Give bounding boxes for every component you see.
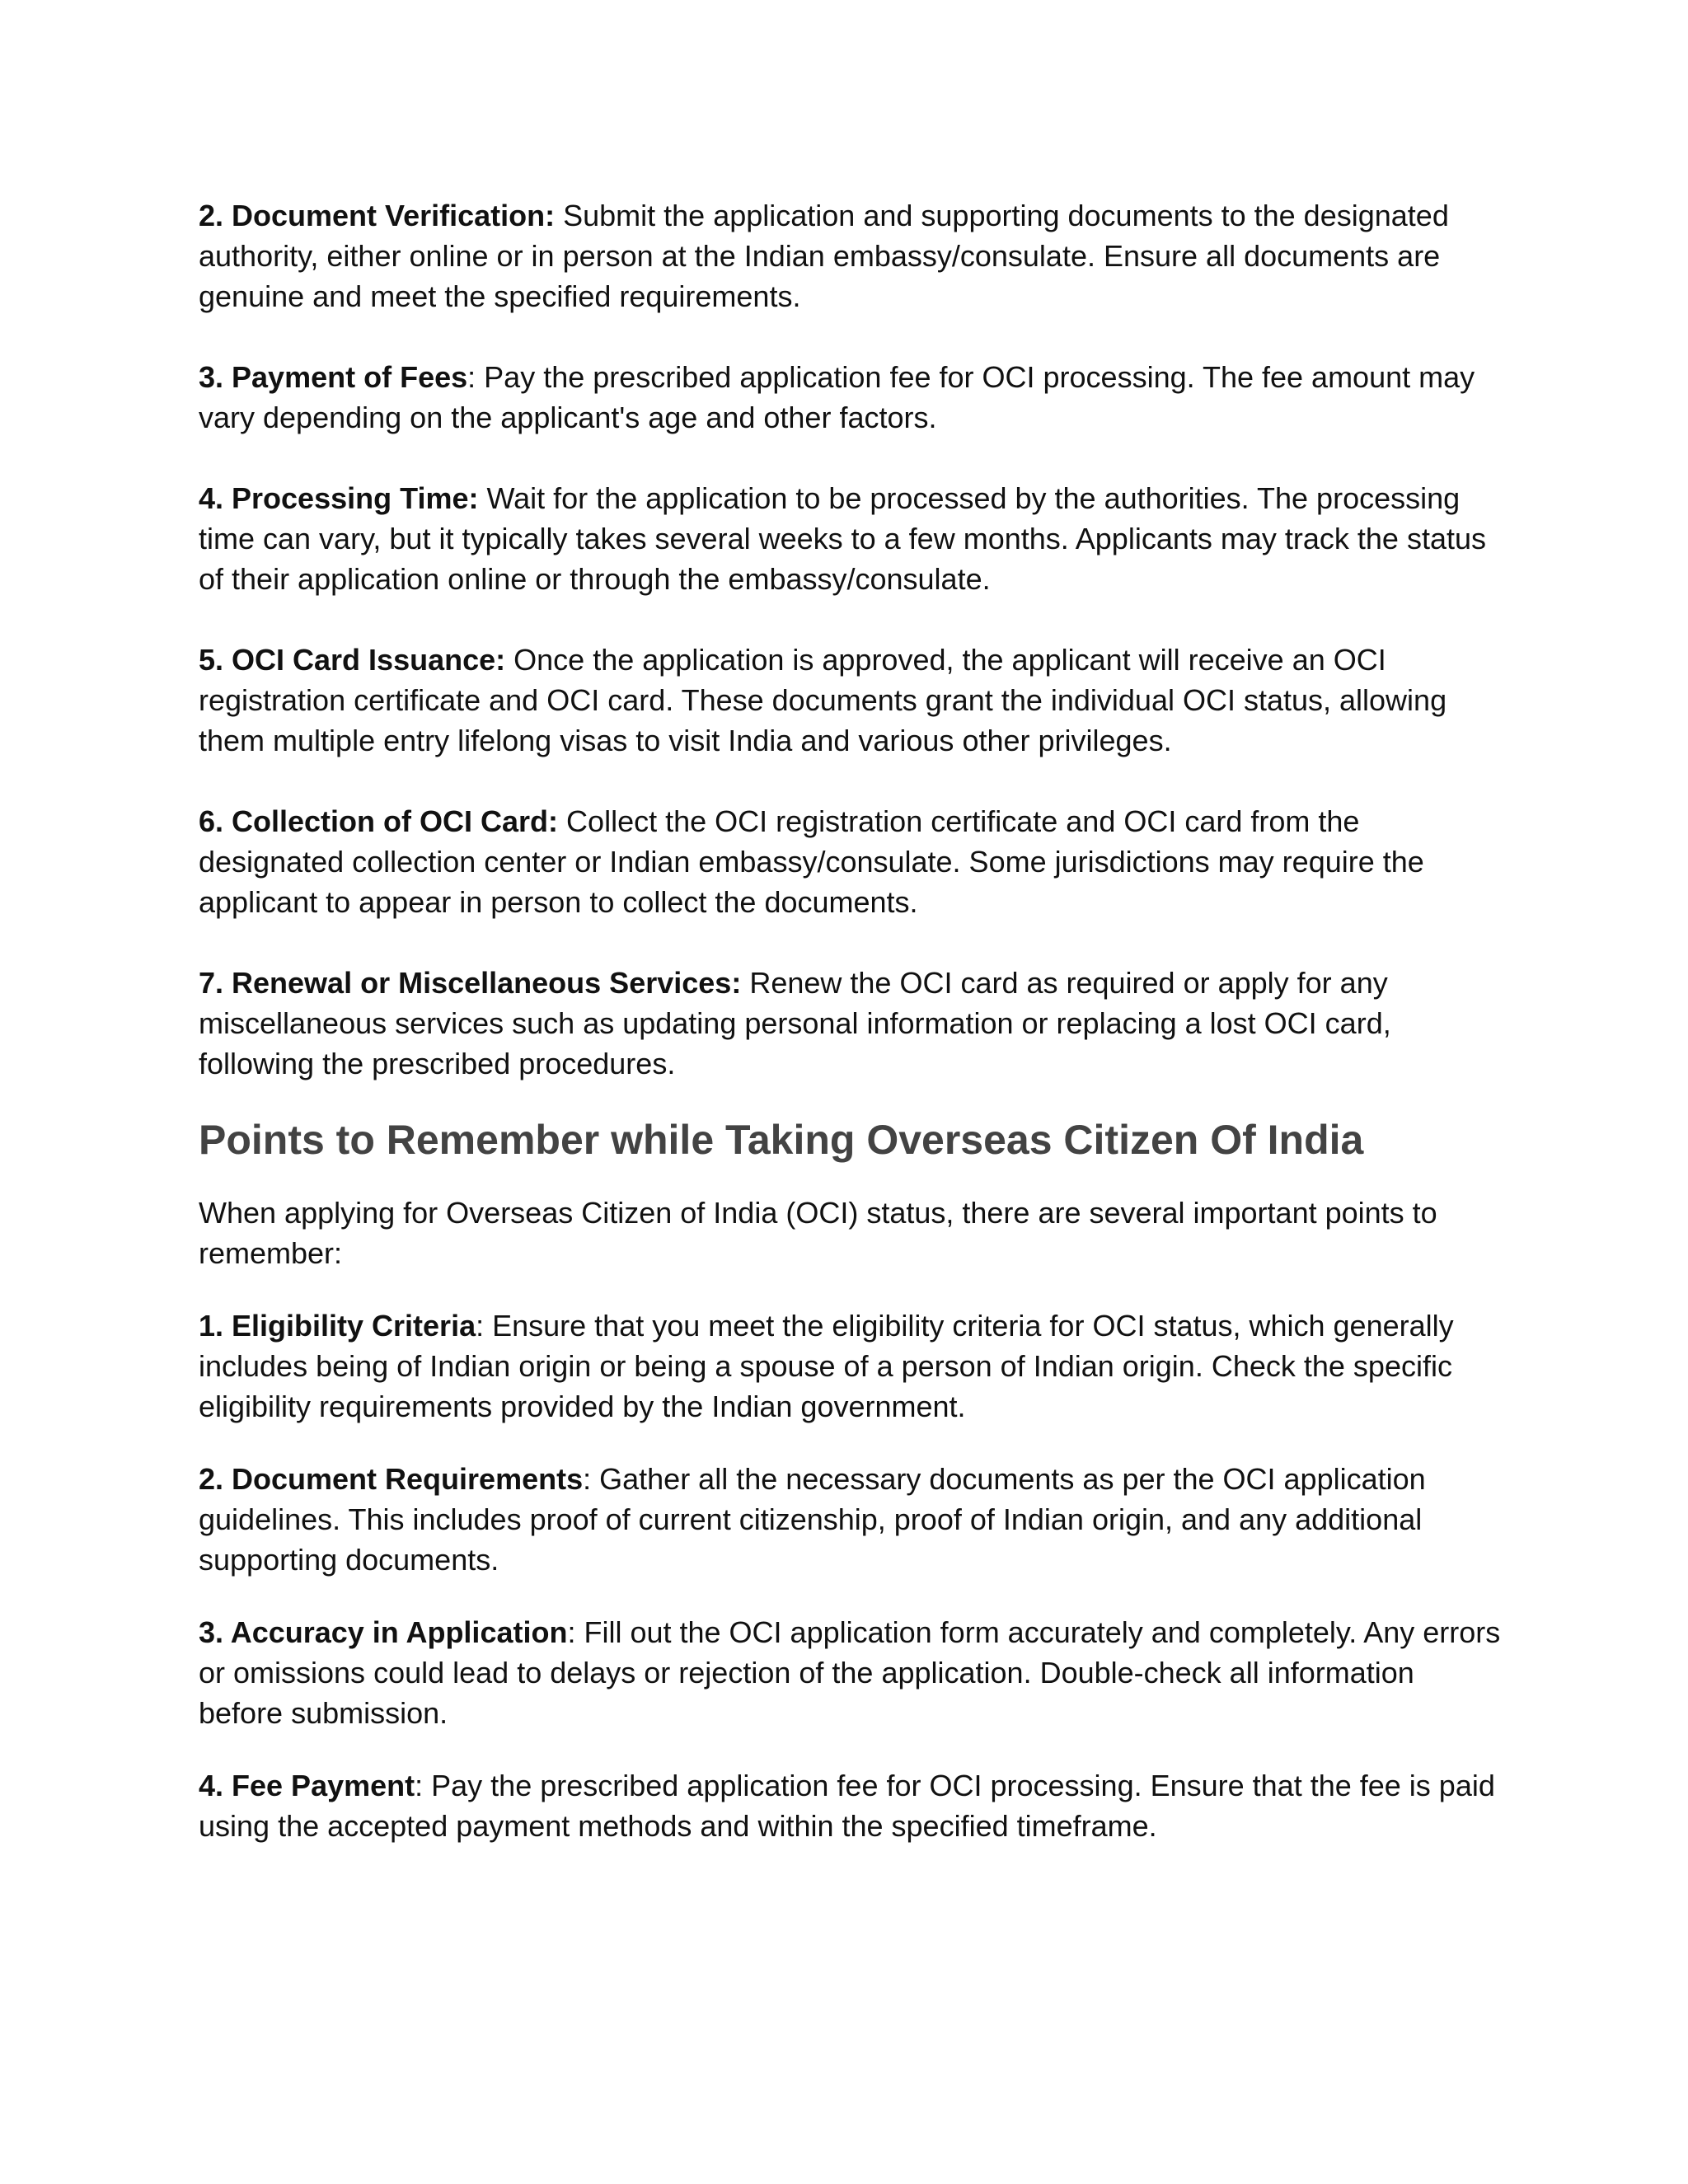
step-document-verification	[199, 195, 1501, 316]
step-label: 3. Payment of Fees	[199, 360, 468, 394]
step-text: Once the application is approved, the applicant will receive an OCI registration certificate and OCI card. These documents grant the individual OCI status, allowing them multiple entry lifelong visas to visit India and various other privileges.	[199, 643, 1447, 757]
point-text: Ensure that you meet the eligibility criteria for OCI status, which generally includes being of Indian origin or being a spouse of a person of Indian origin. Check the specific eligibility requirements provided by the Indian government.	[199, 1309, 1454, 1423]
point-text: Pay the prescribed application fee for OCI processing. Ensure that the fee is paid using the accepted payment methods and within the specified timeframe.	[199, 1769, 1495, 1843]
step-text: Pay the prescribed application fee for OCI processing. The fee amount may vary depending on the applicant's age and other factors.	[199, 360, 1475, 434]
point-text: Gather all the necessary documents as per the OCI application guidelines. This includes proof of current citizenship, proof of Indian origin, and any additional supporting documents.	[199, 1462, 1426, 1577]
step-label: 7. Renewal or Miscellaneous Services:	[199, 966, 742, 1000]
point-text: Fill out the OCI application form accurately and completely. Any errors or omissions could lead to delays or rejection of the application. Double-check all information before submission.	[199, 1615, 1501, 1730]
step-label: 6. Collection of OCI Card:	[199, 804, 559, 838]
step-text: Collect the OCI registration certificate and OCI card from the designated collection center or Indian embassy/consulate. Some jurisdictions may require the applicant to appear in person to collect the documents.	[199, 804, 1424, 919]
step-text: Wait for the application to be processed by the authorities. The processing time can vary, but it typically takes several weeks to a few months. Applicants may track the status of their application online or through the embassy/consulate.	[199, 481, 1486, 596]
point-label: 2. Document Requirements	[199, 1462, 584, 1496]
step-collection-of-oci-card	[199, 801, 1501, 922]
point-eligibility-criteria: 1. Eligibility Criteria: Ensure that you meet the eligibility criteria for OCI status, which generally includes being of Indian origin or being a spouse of a person of Indian origin. Check the specific eligibility requirements provided by the Indian government.	[199, 1309, 1454, 1423]
section-heading: Points to Remember while Taking Overseas Citizen Of India	[199, 1117, 1364, 1163]
point-label: 1. Eligibility Criteria	[199, 1309, 476, 1343]
step-payment-of-fees: 3. Payment of Fees: Pay the prescribed application fee for OCI processing. The fee amount may vary depending on the applicant's age and other factors.	[199, 360, 1475, 434]
step-text: Submit the application and supporting documents to the designated authority, either online or in person at the Indian embassy/consulate. Ensure all documents are genuine and meet the specified requirements.	[199, 199, 1449, 313]
point-document-requirements: 2. Document Requirements: Gather all the necessary documents as per the OCI application guidelines. This includes proof of current citizenship, proof of Indian origin, and any additional supporting documents.	[199, 1462, 1426, 1577]
point-label: 4. Fee Payment	[199, 1769, 415, 1802]
step-processing-time	[199, 478, 1501, 599]
section-intro: When applying for Overseas Citizen of India (OCI) status, there are several important points to remember:	[199, 1196, 1437, 1270]
step-label: 5. OCI Card Issuance:	[199, 643, 506, 677]
point-fee-payment: 4. Fee Payment: Pay the prescribed application fee for OCI processing. Ensure that the fee is paid using the accepted payment methods and within the specified timeframe.	[199, 1769, 1495, 1843]
step-label: 2. Document Verification:	[199, 199, 556, 232]
step-label: 4. Processing Time:	[199, 481, 479, 515]
step-text: Renew the OCI card as required or apply for any miscellaneous services such as updating personal information or replacing a lost OCI card, following the prescribed procedures.	[199, 966, 1391, 1080]
point-accuracy-in-application: 3. Accuracy in Application: Fill out the OCI application form accurately and completely. Any errors or omissions could lead to delays or rejection of the application. Double-check all information before submission.	[199, 1615, 1501, 1730]
step-renewal-services	[199, 963, 1501, 1084]
document-page	[199, 195, 1501, 1846]
step-oci-card-issuance	[199, 640, 1501, 761]
point-label: 3. Accuracy in Application	[199, 1615, 568, 1649]
